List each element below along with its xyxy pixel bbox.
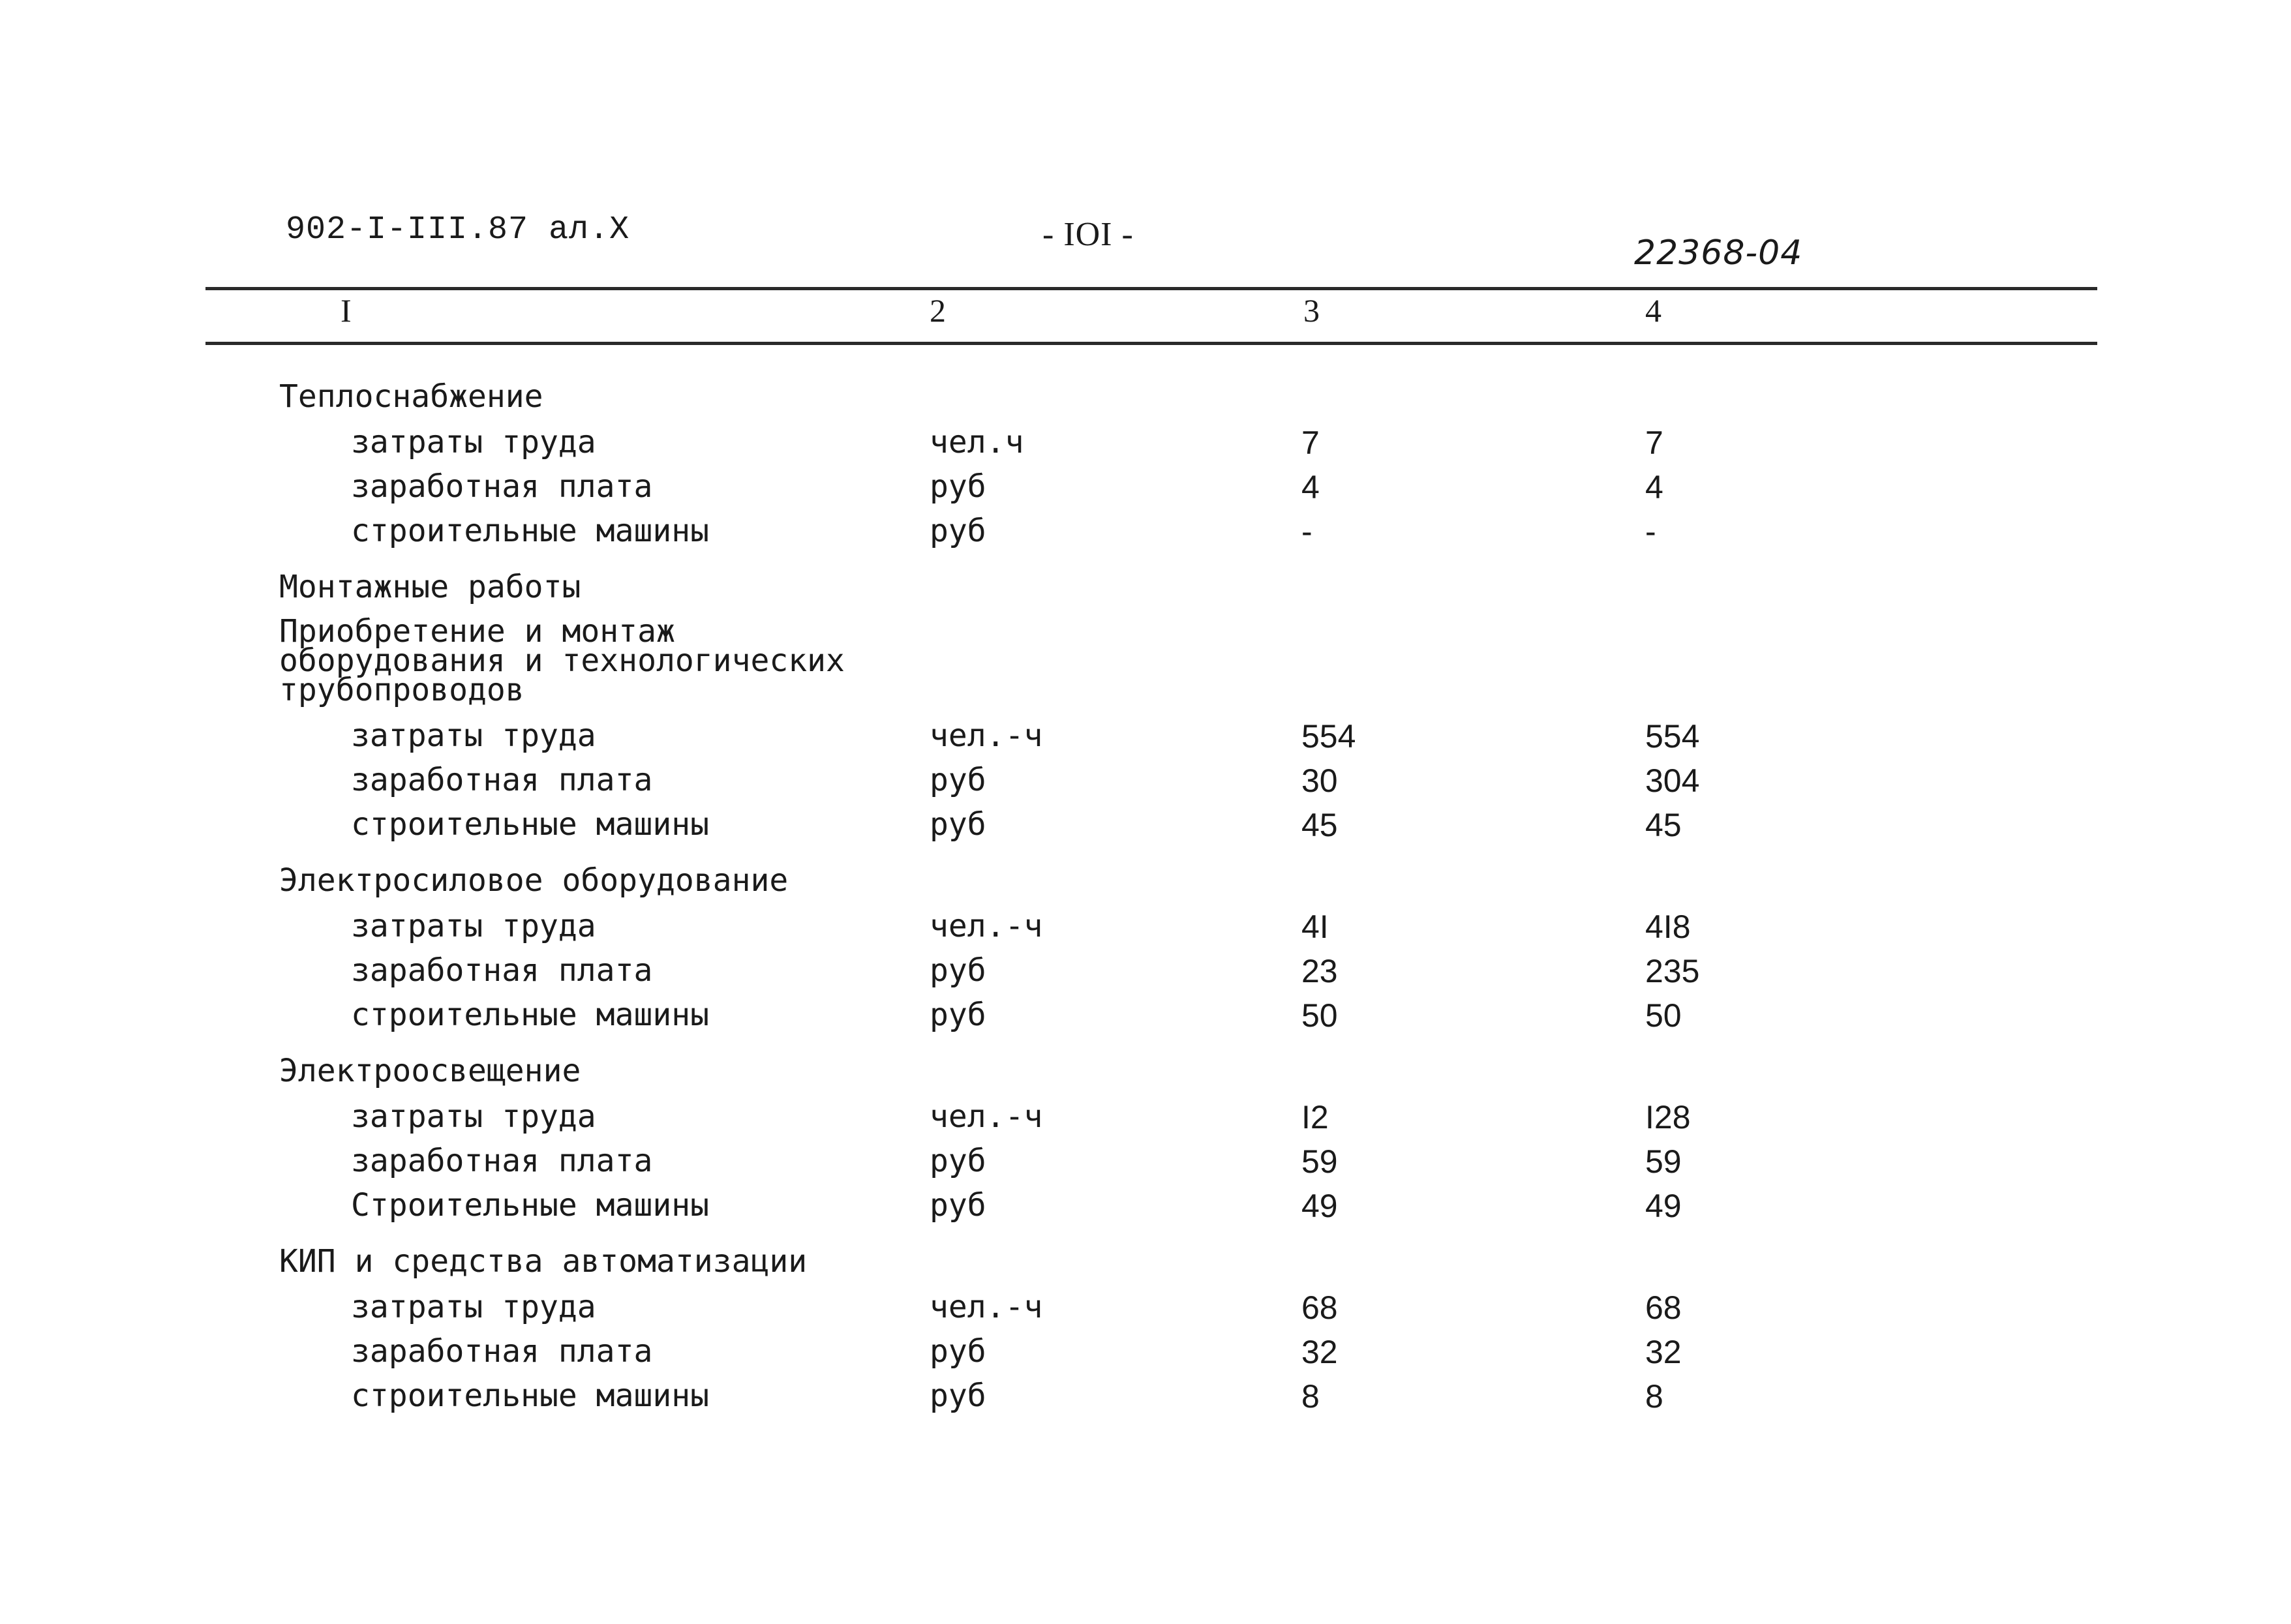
section-title: КИП и средства автоматизации: [279, 1243, 808, 1280]
table-row: [0, 952, 2291, 991]
row-label: заработная плата: [351, 762, 653, 798]
row-value-col4: 45: [1645, 807, 1682, 843]
row-value-col3: 50: [1301, 997, 1338, 1034]
sheet-code: 22368-04: [1634, 233, 1803, 273]
row-unit: чел.-ч: [930, 1098, 1043, 1135]
row-unit: руб: [930, 997, 986, 1033]
table-row: [0, 1377, 2291, 1417]
row-unit: чел.-ч: [930, 1289, 1043, 1325]
row-label: заработная плата: [351, 1333, 653, 1370]
row-unit: руб: [930, 468, 986, 505]
row-value-col3: 68: [1301, 1289, 1338, 1326]
row-unit: чел.-ч: [930, 908, 1043, 944]
row-value-col4: 49: [1645, 1188, 1682, 1224]
row-label: строительные машины: [351, 997, 710, 1033]
section-title: трубопроводов: [279, 672, 524, 708]
row-label: затраты труда: [351, 1289, 596, 1325]
section-title: Электроосвещение: [279, 1053, 581, 1089]
row-value-col4: 554: [1645, 718, 1700, 755]
table-header-rule: [205, 342, 2097, 345]
row-unit: руб: [930, 513, 986, 549]
row-label: строительные машины: [351, 1377, 710, 1414]
table-row: [0, 1143, 2291, 1182]
section-title: Теплоснабжение: [279, 378, 543, 415]
row-value-col4: 68: [1645, 1289, 1682, 1326]
row-label: затраты труда: [351, 908, 596, 944]
row-value-col4: 4I8: [1645, 909, 1691, 945]
row-unit: чел.-ч: [930, 717, 1043, 754]
row-label: затраты труда: [351, 424, 596, 460]
column-header-3: 3: [1303, 292, 1320, 329]
table-row: [0, 513, 2291, 552]
row-value-col3: I2: [1301, 1099, 1329, 1135]
row-value-col4: 4: [1645, 469, 1663, 505]
row-value-col4: 32: [1645, 1334, 1682, 1370]
column-header-4: 4: [1645, 292, 1661, 329]
row-value-col3: 32: [1301, 1334, 1338, 1370]
row-value-col3: 59: [1301, 1143, 1338, 1180]
row-value-col4: 304: [1645, 762, 1700, 799]
section-title: Электросиловое оборудование: [279, 862, 789, 899]
table-row: [0, 762, 2291, 801]
row-label: затраты труда: [351, 717, 596, 754]
row-unit: руб: [930, 1143, 986, 1179]
row-unit: руб: [930, 1377, 986, 1414]
row-value-col3: -: [1301, 513, 1312, 550]
row-value-col4: 59: [1645, 1143, 1682, 1180]
row-value-col3: 49: [1301, 1188, 1338, 1224]
row-unit: чел.ч: [930, 424, 1024, 460]
row-value-col4: 50: [1645, 997, 1682, 1034]
row-value-col3: 8: [1301, 1378, 1320, 1415]
table-row: [0, 1187, 2291, 1226]
row-value-col4: -: [1645, 513, 1656, 550]
row-value-col3: 45: [1301, 807, 1338, 843]
table-row: [0, 1289, 2291, 1328]
row-label: затраты труда: [351, 1098, 596, 1135]
column-header-1: I: [341, 292, 352, 329]
table-row: [0, 424, 2291, 463]
row-value-col3: 554: [1301, 718, 1356, 755]
row-value-col3: 23: [1301, 953, 1338, 989]
column-header-2: 2: [930, 292, 946, 329]
row-value-col3: 4I: [1301, 909, 1329, 945]
row-label: заработная плата: [351, 952, 653, 989]
row-value-col4: 8: [1645, 1378, 1663, 1415]
section-title: Монтажные работы: [279, 569, 581, 605]
row-label: строительные машины: [351, 806, 710, 843]
row-unit: руб: [930, 806, 986, 843]
table-row: [0, 806, 2291, 845]
row-label: заработная плата: [351, 468, 653, 505]
table-row: [0, 717, 2291, 757]
row-value-col4: 7: [1645, 425, 1663, 461]
section-title: Приобретение и монтаж: [279, 613, 675, 650]
page-number: - IOI -: [1042, 216, 1134, 253]
row-unit: руб: [930, 1333, 986, 1370]
row-unit: руб: [930, 1187, 986, 1224]
row-label: Строительные машины: [351, 1187, 710, 1224]
section-title: оборудования и технологических: [279, 642, 845, 679]
table-row: [0, 1098, 2291, 1137]
document-code: 902-I-III.87 ал.X: [286, 211, 630, 248]
row-unit: руб: [930, 952, 986, 989]
row-value-col4: I28: [1645, 1099, 1691, 1135]
row-label: заработная плата: [351, 1143, 653, 1179]
row-value-col4: 235: [1645, 953, 1700, 989]
row-label: строительные машины: [351, 513, 710, 549]
row-value-col3: 4: [1301, 469, 1320, 505]
table-row: [0, 997, 2291, 1036]
row-unit: руб: [930, 762, 986, 798]
table-top-rule: [205, 287, 2097, 290]
table-row: [0, 468, 2291, 507]
row-value-col3: 30: [1301, 762, 1338, 799]
table-row: [0, 908, 2291, 947]
row-value-col3: 7: [1301, 425, 1320, 461]
table-row: [0, 1333, 2291, 1372]
